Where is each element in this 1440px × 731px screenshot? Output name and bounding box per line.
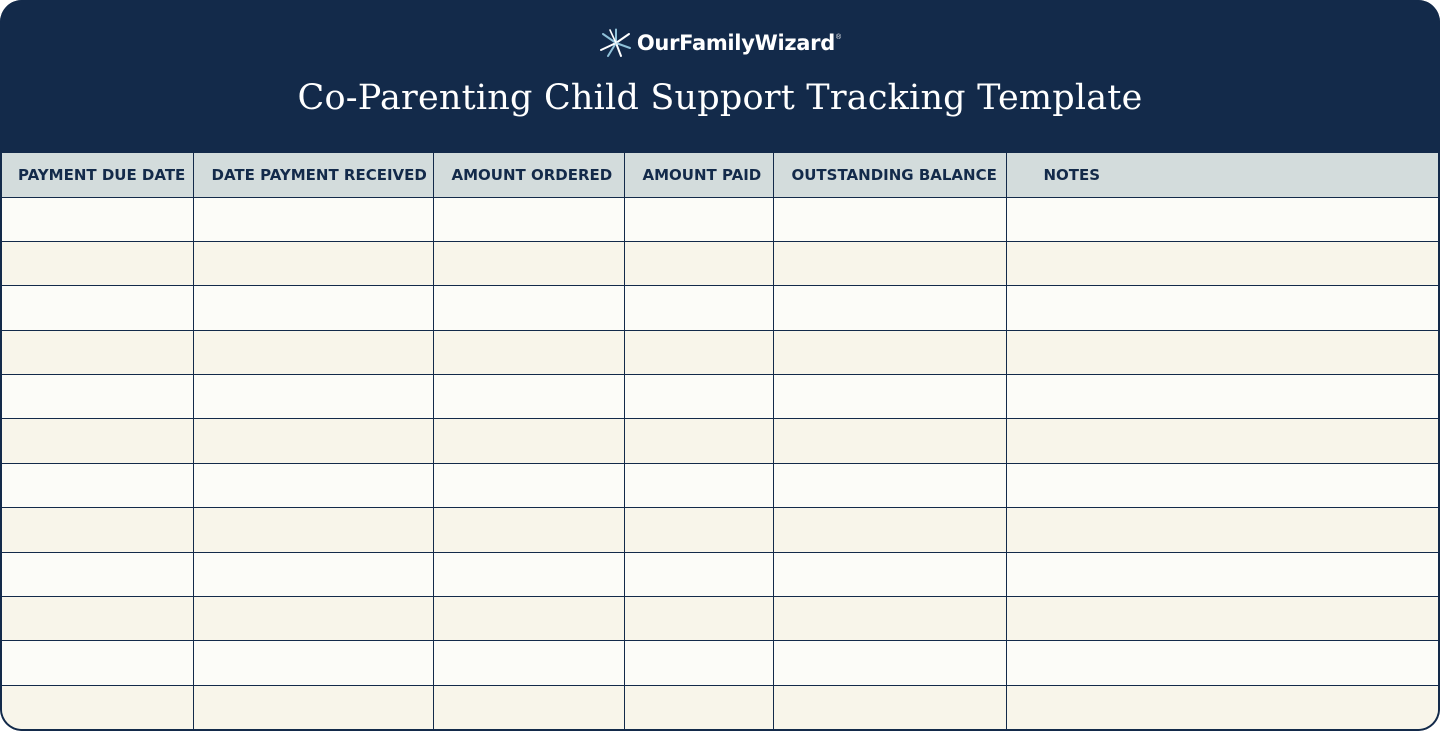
header-banner	[0, 0, 1440, 153]
table-cell-notes[interactable]	[1006, 552, 1438, 596]
table-cell-date-payment-received[interactable]	[193, 552, 433, 596]
table-row	[2, 552, 1438, 596]
tracking-table	[2, 153, 1438, 730]
registered-mark: ®	[835, 33, 842, 41]
table-cell-payment-due-date[interactable]	[2, 463, 193, 507]
table-cell-date-payment-received[interactable]	[193, 330, 433, 374]
table-cell-amount-ordered[interactable]	[433, 463, 624, 507]
table-cell-amount-ordered[interactable]	[433, 286, 624, 330]
table-cell-outstanding-balance[interactable]	[773, 641, 1006, 685]
table-row	[2, 375, 1438, 419]
table-cell-payment-due-date[interactable]	[2, 508, 193, 552]
table-cell-notes[interactable]	[1006, 419, 1438, 463]
table-cell-date-payment-received[interactable]	[193, 241, 433, 285]
table-cell-notes[interactable]	[1006, 286, 1438, 330]
table-cell-date-payment-received[interactable]	[193, 286, 433, 330]
table-cell-payment-due-date[interactable]	[2, 286, 193, 330]
table-cell-outstanding-balance[interactable]	[773, 375, 1006, 419]
table-cell-amount-paid[interactable]	[624, 641, 773, 685]
table-cell-amount-ordered[interactable]	[433, 685, 624, 729]
table-cell-payment-due-date[interactable]	[2, 197, 193, 241]
table-cell-notes[interactable]	[1006, 330, 1438, 374]
column-header-payment-due-date: PAYMENT DUE DATE	[2, 153, 193, 197]
tracking-table-container	[0, 153, 1440, 731]
column-header-amount-ordered: AMOUNT ORDERED	[433, 153, 624, 197]
brand-logo	[0, 28, 1440, 58]
table-cell-notes[interactable]	[1006, 685, 1438, 729]
table-cell-outstanding-balance[interactable]	[773, 241, 1006, 285]
table-cell-notes[interactable]	[1006, 241, 1438, 285]
column-header-notes: NOTES	[1006, 153, 1438, 197]
table-cell-payment-due-date[interactable]	[2, 241, 193, 285]
table-cell-outstanding-balance[interactable]	[773, 197, 1006, 241]
table-cell-date-payment-received[interactable]	[193, 197, 433, 241]
table-cell-outstanding-balance[interactable]	[773, 685, 1006, 729]
table-cell-amount-ordered[interactable]	[433, 330, 624, 374]
table-cell-payment-due-date[interactable]	[2, 375, 193, 419]
table-cell-amount-paid[interactable]	[624, 375, 773, 419]
table-row	[2, 241, 1438, 285]
table-cell-notes[interactable]	[1006, 641, 1438, 685]
table-row	[2, 508, 1438, 552]
table-cell-amount-paid[interactable]	[624, 197, 773, 241]
table-cell-notes[interactable]	[1006, 463, 1438, 507]
table-cell-payment-due-date[interactable]	[2, 597, 193, 641]
table-cell-amount-paid[interactable]	[624, 419, 773, 463]
table-cell-payment-due-date[interactable]	[2, 641, 193, 685]
table-row	[2, 597, 1438, 641]
table-cell-amount-ordered[interactable]	[433, 419, 624, 463]
table-cell-outstanding-balance[interactable]	[773, 330, 1006, 374]
column-header-outstanding-balance: OUTSTANDING BALANCE	[773, 153, 1006, 197]
column-header-amount-paid: AMOUNT PAID	[624, 153, 773, 197]
table-cell-date-payment-received[interactable]	[193, 685, 433, 729]
table-cell-notes[interactable]	[1006, 508, 1438, 552]
table-row	[2, 685, 1438, 729]
column-header-date-payment-received: DATE PAYMENT RECEIVED	[193, 153, 433, 197]
table-cell-payment-due-date[interactable]	[2, 685, 193, 729]
table-cell-notes[interactable]	[1006, 375, 1438, 419]
table-cell-amount-paid[interactable]	[624, 508, 773, 552]
table-row	[2, 330, 1438, 374]
table-cell-amount-paid[interactable]	[624, 552, 773, 596]
table-row	[2, 641, 1438, 685]
table-row	[2, 286, 1438, 330]
table-cell-date-payment-received[interactable]	[193, 375, 433, 419]
table-row	[2, 463, 1438, 507]
table-cell-notes[interactable]	[1006, 197, 1438, 241]
table-cell-outstanding-balance[interactable]	[773, 597, 1006, 641]
table-cell-payment-due-date[interactable]	[2, 419, 193, 463]
table-cell-date-payment-received[interactable]	[193, 419, 433, 463]
table-cell-amount-ordered[interactable]	[433, 375, 624, 419]
brand-name: OurFamilyWizard	[636, 31, 835, 55]
table-cell-date-payment-received[interactable]	[193, 597, 433, 641]
asterisk-star-logo-icon	[599, 28, 633, 58]
table-cell-amount-paid[interactable]	[624, 597, 773, 641]
table-cell-notes[interactable]	[1006, 597, 1438, 641]
table-cell-outstanding-balance[interactable]	[773, 552, 1006, 596]
table-cell-amount-ordered[interactable]	[433, 241, 624, 285]
table-header-row	[2, 153, 1438, 197]
page-title: Co-Parenting Child Support Tracking Template	[297, 78, 1143, 118]
table-cell-amount-ordered[interactable]	[433, 197, 624, 241]
table-cell-payment-due-date[interactable]	[2, 552, 193, 596]
table-cell-payment-due-date[interactable]	[2, 330, 193, 374]
table-cell-date-payment-received[interactable]	[193, 463, 433, 507]
table-cell-date-payment-received[interactable]	[193, 508, 433, 552]
table-cell-amount-ordered[interactable]	[433, 508, 624, 552]
table-cell-outstanding-balance[interactable]	[773, 508, 1006, 552]
table-cell-outstanding-balance[interactable]	[773, 419, 1006, 463]
table-cell-amount-paid[interactable]	[624, 463, 773, 507]
table-cell-amount-ordered[interactable]	[433, 597, 624, 641]
table-cell-date-payment-received[interactable]	[193, 641, 433, 685]
table-row	[2, 197, 1438, 241]
table-cell-amount-paid[interactable]	[624, 330, 773, 374]
table-cell-amount-ordered[interactable]	[433, 552, 624, 596]
table-body	[2, 197, 1438, 730]
table-cell-outstanding-balance[interactable]	[773, 286, 1006, 330]
table-row	[2, 419, 1438, 463]
table-cell-amount-paid[interactable]	[624, 241, 773, 285]
table-cell-amount-paid[interactable]	[624, 685, 773, 729]
table-cell-outstanding-balance[interactable]	[773, 463, 1006, 507]
table-cell-amount-ordered[interactable]	[433, 641, 624, 685]
table-cell-amount-paid[interactable]	[624, 286, 773, 330]
